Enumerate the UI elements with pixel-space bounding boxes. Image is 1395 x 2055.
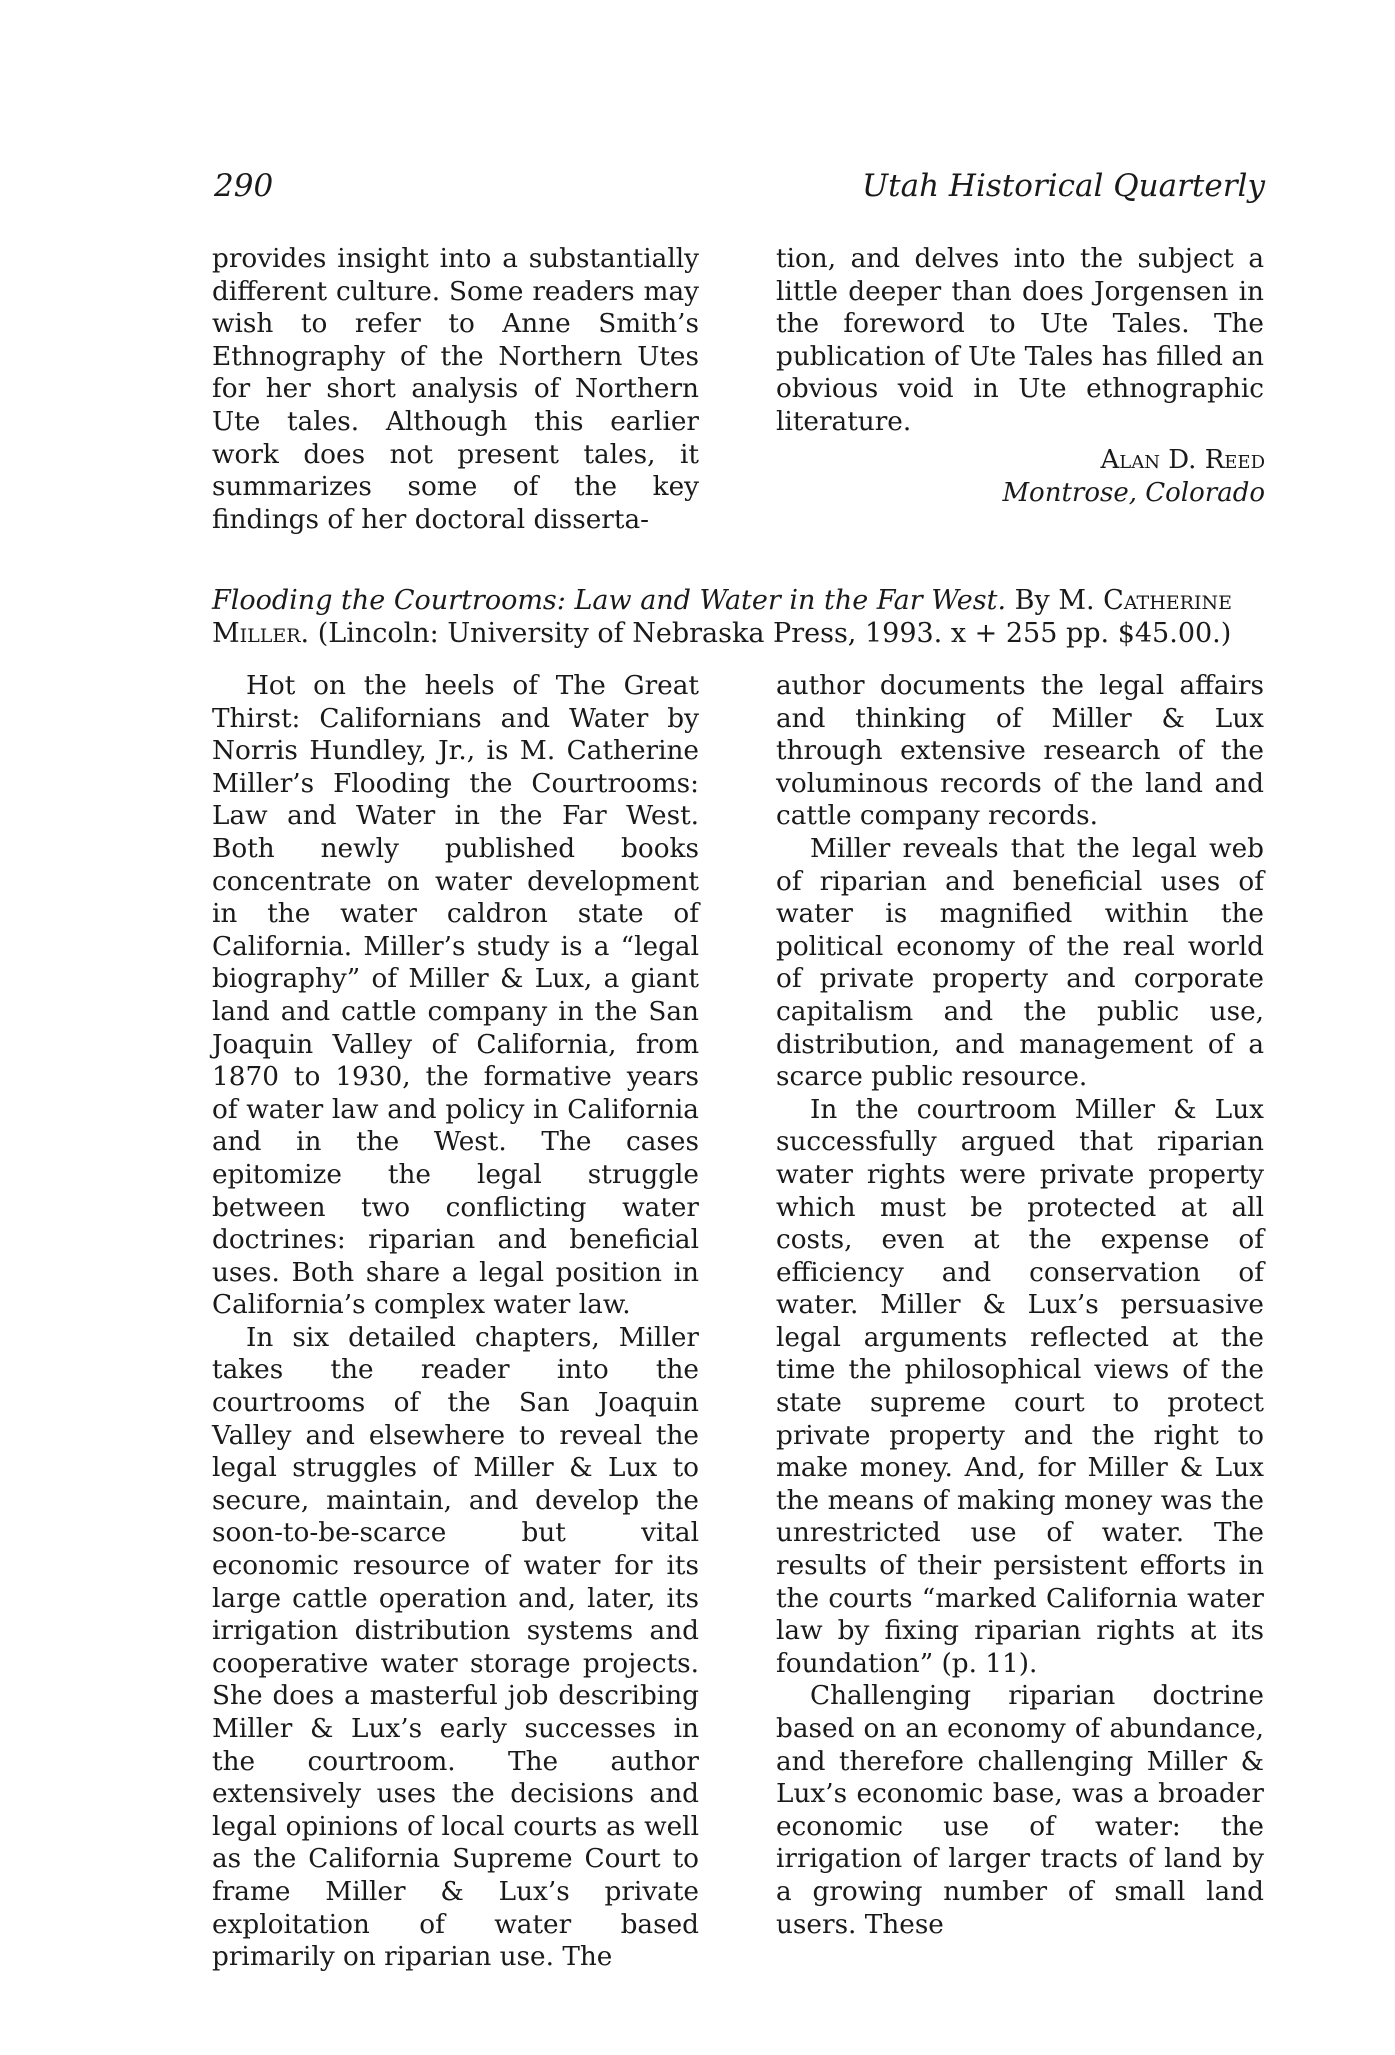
review-left-column [212, 670, 699, 1974]
review-paragraph: In the courtroom Miller & Lux successfully argued that riparian water rights were private property which must be protected at all costs, even at the expense of efficiency and conservation of water. Miller & Lux’s persuasive legal arguments reflected at the time the philosophical views of the state supreme court to protect private property and the right to make money. And, for Miller & Lux the means of making money was the unrestricted use of water. The results of their persistent efforts in the courts “marked California water law by fixing riparian rights at its foundation” (p. 11). [776, 1094, 1264, 1679]
reviewer-name: Alan D. Reed [1100, 445, 1265, 475]
review-paragraph: Challenging riparian doctrine based on an economy of abundance, and therefore challenging Miller & Lux’s economic base, was a broader economic use of water: the irrigation of larger tracts of land by a growing number of small land users. These [776, 1681, 1264, 1940]
review-paragraph: Hot on the heels of The Great Thirst: Californians and Water by Norris Hundley, Jr., is M. Catherine Miller’s Flooding the Courtrooms: Law and Water in the Far West. Both newly published books concentrate on water development in the water caldron state of California. Miller’s study is a “legal biography” of Miller & Lux, a giant land and cattle company in the San Joaquin Valley of California, from 1870 to 1930, the formative years of water law and policy in California and in the West. The cases epitomize the legal struggle between two conflicting water doctrines: riparian and beneficial uses. Both share a legal position in California’s complex water law. [212, 671, 699, 1321]
review-paragraph: In six detailed chapters, Miller takes the reader into the courtrooms of the San Joaquin Valley and elsewhere to reveal the legal struggles of Miller & Lux to secure, maintain, and develop the soon-to-be-scarce but vital economic resource of water for its large cattle operation and, later, its irrigation distribution systems and cooperative water storage projects. She does a masterful job describing Miller & Lux’s early successes in the courtroom. The author extensively uses the decisions and legal opinions of local courts as well as the California Supreme Court to frame Miller & Lux’s private exploitation of water based primarily on riparian use. The [212, 1322, 699, 1973]
review-paragraph: Miller reveals that the legal web of riparian and beneficial uses of water is magnified within the political economy of the real world of private property and corporate capitalism and the public use, distribution, and management of a scarce public resource. [776, 833, 1264, 1093]
review-paragraph: author documents the legal affairs and thinking of Miller & Lux through extensive research of the voluminous records of the land and cattle company records. [776, 671, 1264, 832]
previous-review-left-column [212, 243, 699, 536]
previous-review-left-text: provides insight into a substantially different culture. Some readers may wish to refer to Anne Smith’s Ethnography of the Northern Utes for her short analysis of Northern Ute tales. Although this earlier work does not present tales, it summarizes some of the key findings of her doctoral disserta- [212, 244, 699, 535]
running-head: Utah Historical Quarterly [862, 168, 1265, 204]
page-number: 290 [214, 168, 274, 204]
publication-info: (Lincoln: University of Nebraska Press, 1993. x + 255 pp. $45.00.) [317, 618, 1232, 649]
book-author: M. Catherine Miller. [212, 585, 1232, 649]
reviewer-location: Montrose, Colorado [1002, 478, 1265, 508]
review-citation [212, 584, 1264, 650]
previous-review-right-column [776, 243, 1264, 439]
by-label: By [1014, 585, 1050, 616]
review-right-column [776, 670, 1264, 1941]
previous-review-right-text: tion, and delves into the subject a little deeper than does Jorgensen in the foreword to Ute Tales. The publication of Ute Tales has filled an obvious void in Ute ethnographic literature. [776, 244, 1264, 437]
book-title: Flooding the Courtrooms: Law and Water in the Far West. [212, 585, 1007, 616]
